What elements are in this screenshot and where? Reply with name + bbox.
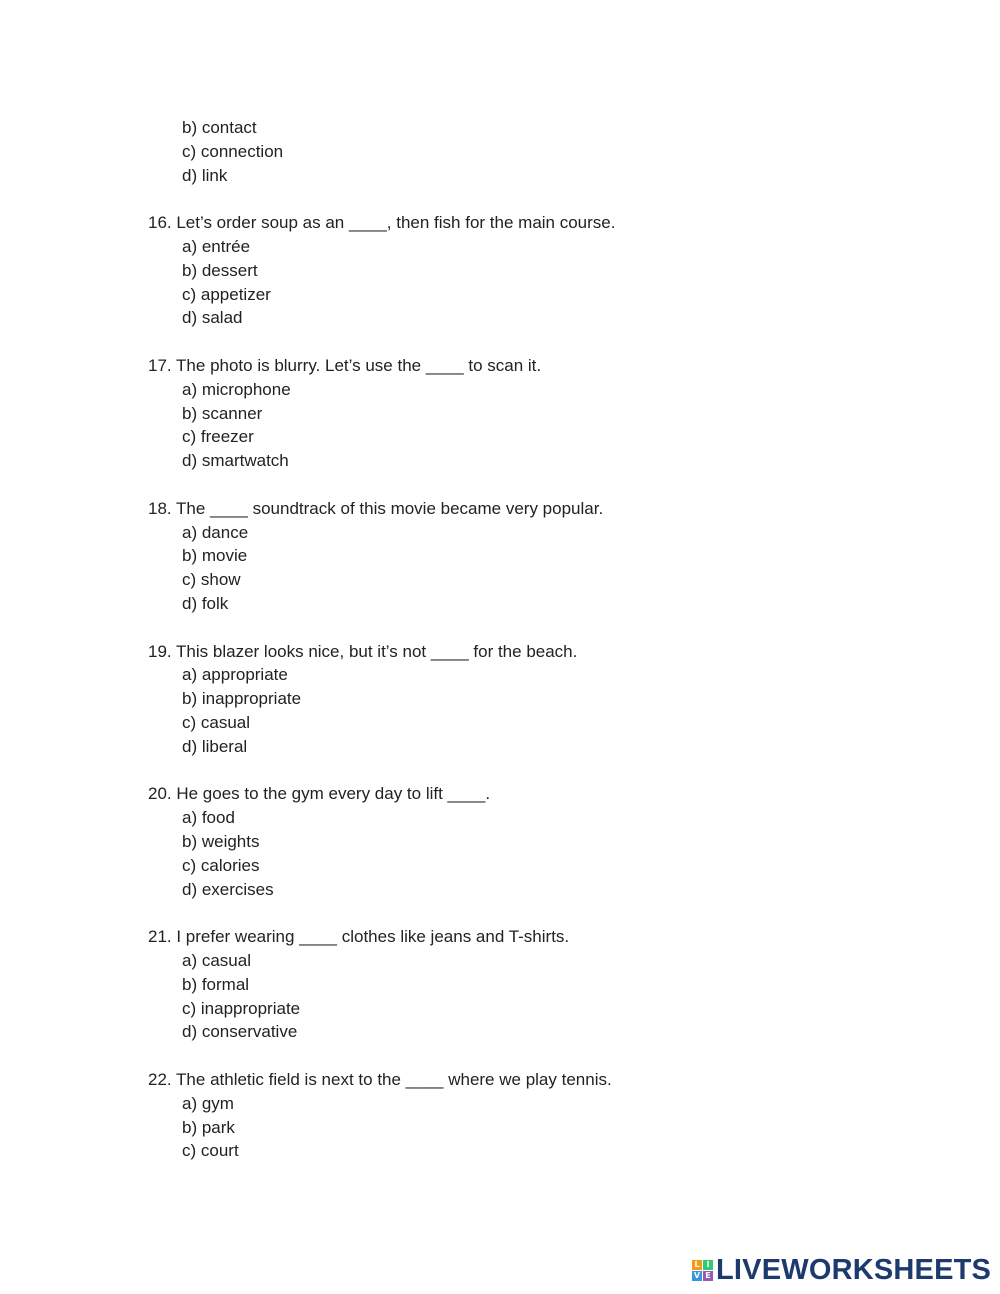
logo-mark-letter: L	[692, 1260, 702, 1270]
answer-option: d) folk	[182, 594, 229, 613]
answer-option: c) casual	[182, 713, 251, 732]
answer-option: d) exercises	[182, 880, 274, 899]
answer-option: b) inappropriate	[182, 689, 302, 708]
question-text: 19. This blazer looks nice, but it’s not ____ for the beach.	[148, 642, 578, 661]
answer-option: a) casual	[182, 951, 251, 970]
answer-option: a) microphone	[182, 380, 291, 399]
logo-mark-icon	[692, 1260, 713, 1281]
answer-option: a) food	[182, 808, 235, 827]
answer-option: d) salad	[182, 308, 243, 327]
answer-option: d) conservative	[182, 1022, 298, 1041]
answer-option: c) inappropriate	[182, 999, 301, 1018]
logo-mark-letter: V	[693, 1270, 701, 1280]
answer-option: b) dessert	[182, 261, 258, 280]
question-text: 17. The photo is blurry. Let’s use the ____ to scan it.	[148, 356, 542, 375]
liveworksheets-logo	[692, 1255, 991, 1285]
answer-option: c) calories	[182, 856, 260, 875]
answer-option: b) movie	[182, 546, 248, 565]
answer-option: c) freezer	[182, 427, 254, 446]
answer-option: d) smartwatch	[182, 451, 289, 470]
logo-text: LIVEWORKSHEETS	[716, 1254, 992, 1286]
answer-option: c) court	[182, 1141, 239, 1160]
logo-mark-letter: E	[703, 1271, 713, 1281]
answer-option: a) gym	[182, 1094, 234, 1113]
answer-option: a) dance	[182, 523, 249, 542]
question-text: 22. The athletic field is next to the ____ where we play tennis.	[148, 1070, 612, 1089]
logo-mark-letter: I	[703, 1260, 713, 1270]
answer-option: a) entrée	[182, 237, 251, 256]
answer-option: c) connection	[182, 142, 284, 161]
question-text: 16. Let’s order soup as an ____, then fish for the main course.	[148, 213, 616, 232]
answer-option: d) link	[182, 166, 228, 185]
question-text: 21. I prefer wearing ____ clothes like jeans and T-shirts.	[148, 927, 570, 946]
answer-option: c) appetizer	[182, 285, 271, 304]
question-text: 18. The ____ soundtrack of this movie became very popular.	[148, 499, 604, 518]
question-text: 20. He goes to the gym every day to lift ____.	[148, 784, 491, 803]
answer-option: b) contact	[182, 118, 257, 137]
answer-option: b) scanner	[182, 404, 263, 423]
answer-option: b) weights	[182, 832, 260, 851]
answer-option: c) show	[182, 570, 241, 589]
answer-option: a) appropriate	[182, 665, 288, 684]
answer-option: d) liberal	[182, 737, 248, 756]
answer-option: b) park	[182, 1118, 235, 1137]
answer-option: b) formal	[182, 975, 250, 994]
